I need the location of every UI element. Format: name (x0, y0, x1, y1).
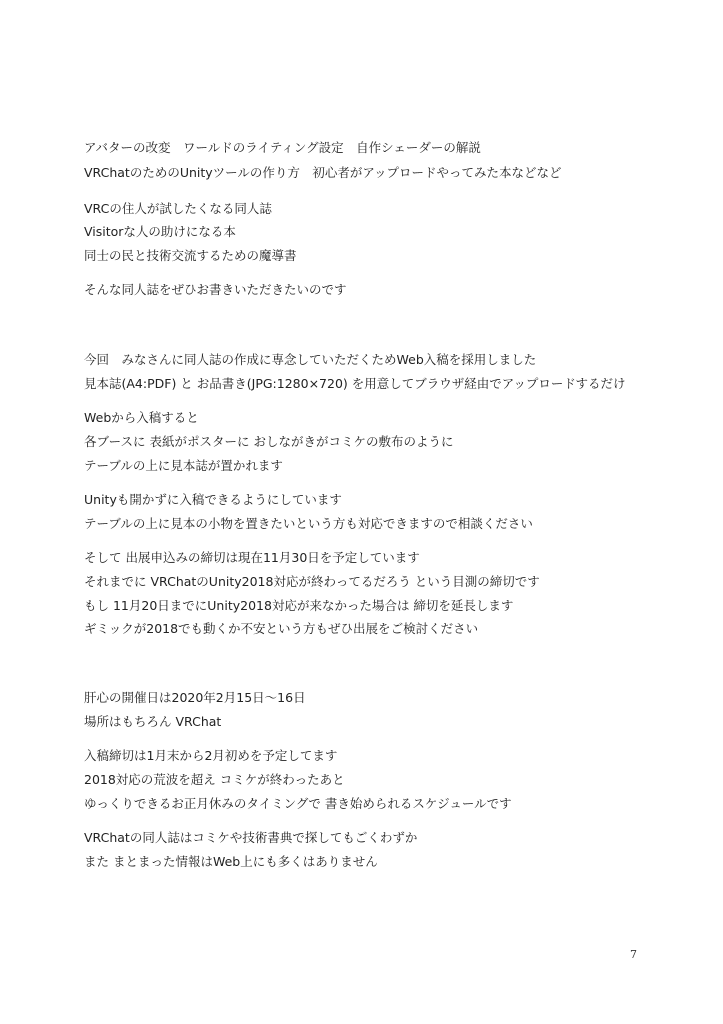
text-line: Webから入稿すると (84, 410, 199, 425)
text-line: VRCの住人が試したくなる同人誌 (84, 201, 272, 216)
text-line: 見本誌(A4:PDF) と お品書き(JPG:1280×720) を用意してブラウザ経由でアップロードするだけ (84, 376, 626, 391)
text-line: Unityも開かずに入稿できるようにしています (84, 492, 342, 507)
page-number: 7 (630, 948, 637, 961)
text-line: ゆっくりできるお正月休みのタイミングで 書き始められるスケジュールです (84, 796, 512, 811)
text-line: ギミックが2018でも動くか不安という方もぜひ出展をご検討ください (84, 621, 479, 636)
text-line: VRChatの同人誌はコミケや技術書典で探してもごくわずか (84, 830, 418, 845)
text-line: アバターの改変 ワールドのライティング設定 自作シェーダーの解説 (84, 140, 481, 155)
text-line: それまでに VRChatのUnity2018対応が終わってるだろう という目測の締切です (84, 574, 540, 589)
text-line: 2018対応の荒波を超え コミケが終わったあと (84, 772, 345, 787)
text-line: また まとまった情報はWeb上にも多くはありません (84, 854, 378, 869)
text-line: 各ブースに 表紙がポスターに おしながきがコミケの敷布のように (84, 434, 454, 449)
text-line: 入稿締切は1月末から2月初めを予定してます (84, 748, 338, 763)
text-line: 肝心の開催日は2020年2月15日〜16日 (84, 690, 306, 705)
text-line: そんな同人誌をぜひお書きいただきたいのです (84, 282, 347, 297)
text-line: 場所はもちろん VRChat (84, 714, 222, 729)
text-line: 今回 みなさんに同人誌の作成に専念していただくためWeb入稿を採用しました (84, 352, 537, 367)
text-line: テーブルの上に見本誌が置かれます (84, 458, 283, 473)
text-line: Visitorな人の助けになる本 (84, 224, 236, 239)
text-line: そして 出展申込みの締切は現在11月30日を予定しています (84, 550, 420, 565)
text-line: 同士の民と技術交流するための魔導書 (84, 248, 297, 263)
text-line: VRChatのためのUnityツールの作り方 初心者がアップロードやってみた本などなど (84, 165, 562, 180)
text-line: テーブルの上に見本の小物を置きたいという方も対応できますので相談ください (84, 516, 533, 531)
text-line: もし 11月20日までにUnity2018対応が来なかった場合は 締切を延長します (84, 598, 514, 613)
